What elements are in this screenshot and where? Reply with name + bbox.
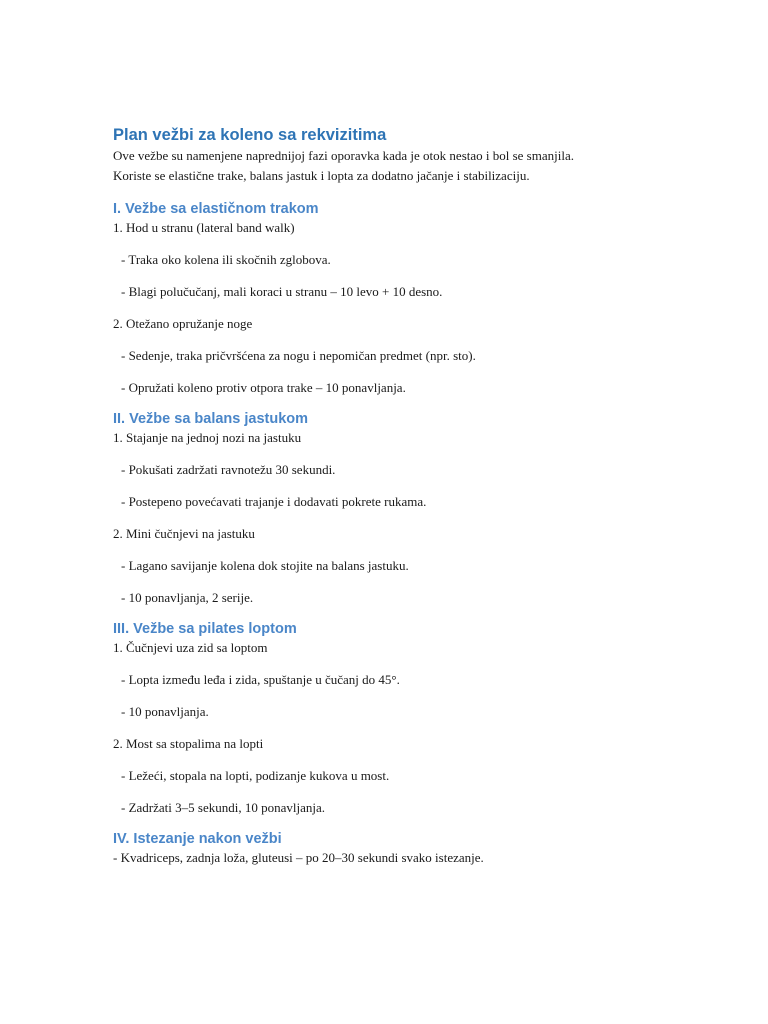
exercise-title: 2. Otežano opružanje noge xyxy=(113,316,253,331)
exercise-item xyxy=(113,430,653,510)
intro-line-1: Ove vežbe su namenjene naprednijoj fazi oporavka kada je otok nestao i bol se smanjila. xyxy=(113,148,574,163)
exercise-item xyxy=(113,640,653,720)
exercise-detail: - Traka oko kolena ili skočnih zglobova. xyxy=(121,252,331,267)
section-heading: III. Vežbe sa pilates loptom xyxy=(113,621,297,637)
exercise-title: 1. Stajanje na jednoj nozi na jastuku xyxy=(113,430,302,445)
exercise-title: 1. Hod u stranu (lateral band walk) xyxy=(113,220,295,235)
exercise-item xyxy=(113,220,653,300)
section-stretching xyxy=(113,828,653,866)
exercise-item xyxy=(113,316,653,396)
exercise-detail: - Opružati koleno protiv otpora trake – 10 ponavljanja. xyxy=(121,380,406,395)
exercise-detail: - Pokušati zadržati ravnotežu 30 sekundi. xyxy=(121,462,336,477)
section-heading: II. Vežbe sa balans jastukom xyxy=(113,411,309,427)
section-heading: IV. Istezanje nakon vežbi xyxy=(113,831,282,847)
section-elastic-band xyxy=(113,198,653,396)
section-pilates-ball xyxy=(113,618,653,816)
exercise-item xyxy=(113,526,653,606)
exercise-detail: - Zadržati 3–5 sekundi, 10 ponavljanja. xyxy=(121,800,325,815)
exercise-detail: - Ležeći, stopala na lopti, podizanje kukova u most. xyxy=(121,768,390,783)
section-balance-cushion xyxy=(113,408,653,606)
exercise-detail: - Lagano savijanje kolena dok stojite na balans jastuku. xyxy=(121,558,409,573)
exercise-detail: - Sedenje, traka pričvršćena za nogu i nepomičan predmet (npr. sto). xyxy=(121,348,476,363)
document-page xyxy=(113,124,653,866)
section-heading: I. Vežbe sa elastičnom trakom xyxy=(113,201,319,217)
exercise-title: 2. Mini čučnjevi na jastuku xyxy=(113,526,255,541)
exercise-title: 1. Čučnjevi uza zid sa loptom xyxy=(113,640,268,655)
exercise-detail: - 10 ponavljanja, 2 serije. xyxy=(121,590,254,605)
exercise-detail: - Postepeno povećavati trajanje i dodavati pokrete rukama. xyxy=(121,494,427,509)
intro-line-2: Koriste se elastične trake, balans jastuk i lopta za dodatno jačanje i stabilizaciju. xyxy=(113,168,530,183)
exercise-detail: - Blagi polučučanj, mali koraci u stranu – 10 levo + 10 desno. xyxy=(121,284,443,299)
exercise-title: 2. Most sa stopalima na lopti xyxy=(113,736,264,751)
exercise-detail: - Lopta između leđa i zida, spuštanje u čučanj do 45°. xyxy=(121,672,400,687)
exercise-item xyxy=(113,736,653,816)
exercise-detail: - 10 ponavljanja. xyxy=(121,704,209,719)
document-title: Plan vežbi za koleno sa rekvizitima xyxy=(113,126,387,144)
stretching-text: - Kvadriceps, zadnja loža, gluteusi – po 20–30 sekundi svako istezanje. xyxy=(113,850,484,865)
